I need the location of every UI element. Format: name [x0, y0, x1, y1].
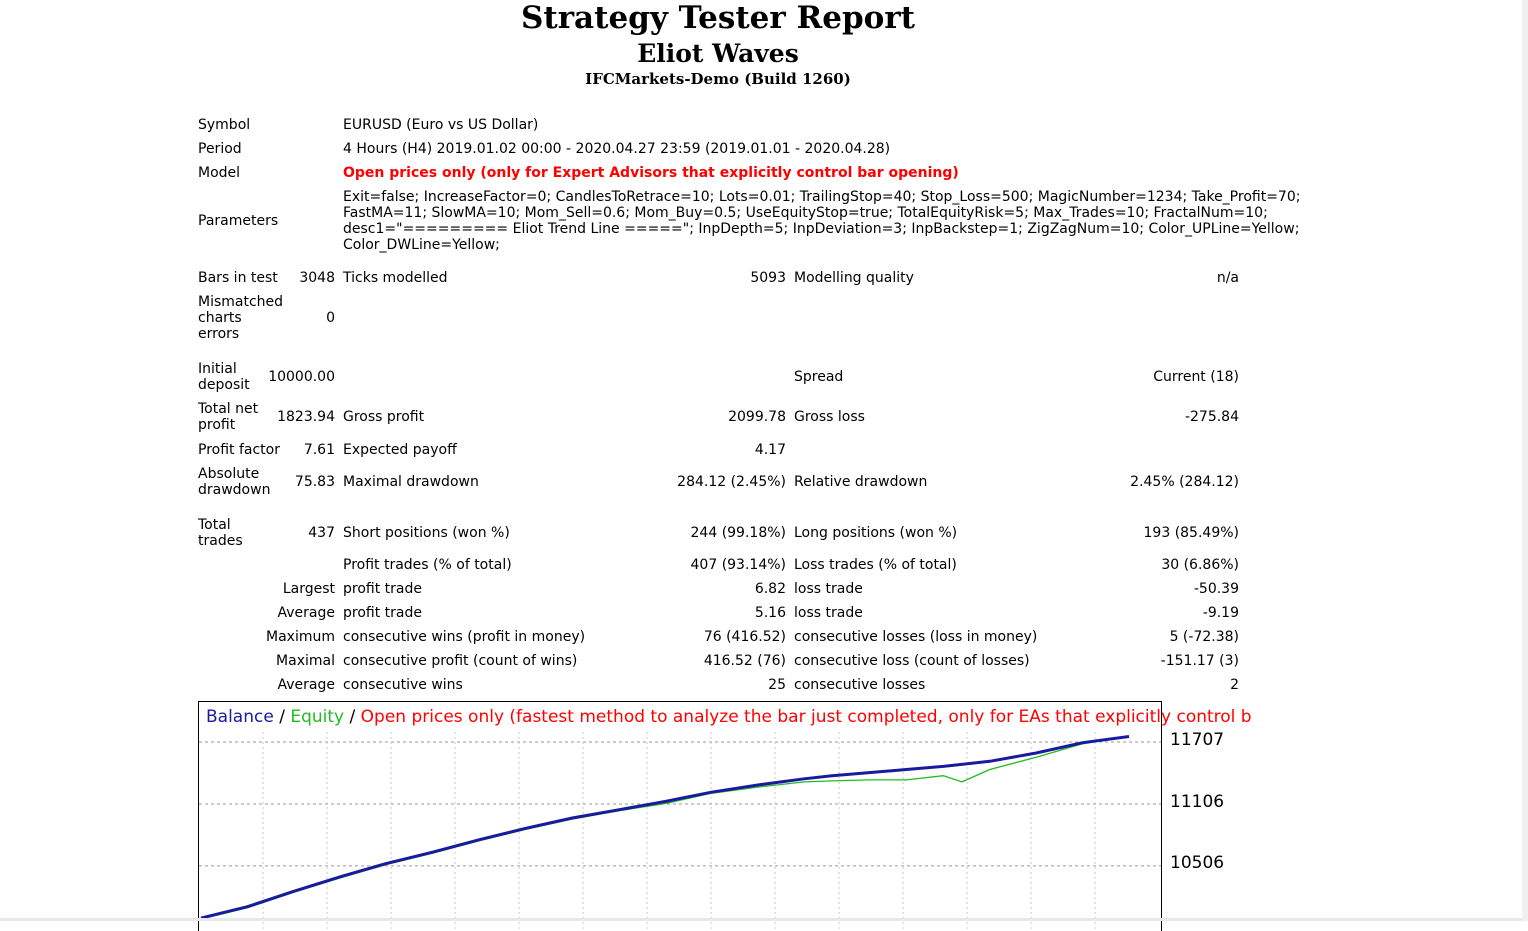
y-tick-label: 10506	[1170, 853, 1225, 873]
server-name: IFCMarkets-Demo (Build 1260)	[585, 70, 851, 88]
avg-wins-value: 25	[768, 677, 786, 693]
avg-losses-label: consecutive losses	[794, 677, 926, 693]
deposit-value: 10000.00	[268, 369, 335, 385]
total-trades-value: 437	[308, 525, 335, 541]
largest-loss-label: loss trade	[794, 581, 863, 597]
profit-trades-value: 407 (93.14%)	[690, 557, 786, 573]
maximal-label: Maximal	[276, 653, 335, 669]
total-trades-label: Total trades	[198, 517, 243, 549]
chart-legend	[206, 707, 1252, 727]
parameters-line: desc1="========= Eliot Trend Line ====="; InpDepth=5; InpDeviation=3; InpBackstep=1; ZigZagNum=10; Color_UPLine=Yellow;	[343, 221, 1300, 237]
model-value: Open prices only (only for Expert Advisors that explicitly control bar opening)	[343, 165, 959, 181]
symbol-value: EURUSD (Euro vs US Dollar)	[343, 117, 539, 133]
short-positions-label: Short positions (won %)	[343, 525, 510, 541]
profit-trades-label: Profit trades (% of total)	[343, 557, 512, 573]
spread-value: Current (18)	[1153, 369, 1239, 385]
rel-drawdown-label: Relative drawdown	[794, 474, 928, 490]
average-consecutive-label: Average	[277, 677, 335, 693]
deposit-label: Initial deposit	[198, 361, 250, 393]
mismatch-value: 0	[326, 310, 335, 326]
gross-profit-value: 2099.78	[728, 409, 786, 425]
gross-loss-label: Gross loss	[794, 409, 865, 425]
parameters-line: Color_DWLine=Yellow;	[343, 237, 500, 253]
equity-line	[201, 737, 1129, 920]
avg-losses-value: 2	[1230, 677, 1239, 693]
avg-profit-label: profit trade	[343, 605, 422, 621]
max-drawdown-value: 284.12 (2.45%)	[677, 474, 786, 490]
balance-line	[201, 737, 1129, 919]
bars-label: Bars in test	[198, 270, 278, 286]
mismatch-label: Mismatched charts errors	[198, 294, 284, 342]
net-profit-value: 1823.94	[277, 409, 335, 425]
parameters-line: Exit=false; IncreaseFactor=0; CandlesToRetrace=10; Lots=0.01; TrailingStop=40; Stop_Loss=500; MagicNumber=1234; Take_Profit=70;	[343, 189, 1301, 205]
average-label: Average	[277, 605, 335, 621]
profit-factor-value: 7.61	[303, 442, 335, 458]
y-tick-label: 11106	[1170, 792, 1225, 812]
maximal-loss-value: -151.17 (3)	[1160, 653, 1239, 669]
period-label: Period	[198, 141, 242, 157]
profit-factor-label: Profit factor	[198, 442, 280, 458]
scrollbar-track[interactable]	[1522, 0, 1528, 921]
gross-loss-value: -275.84	[1184, 409, 1239, 425]
payoff-value: 4.17	[754, 442, 786, 458]
maximum-label: Maximum	[266, 629, 335, 645]
maximal-profit-label: consecutive profit (count of wins)	[343, 653, 578, 669]
ea-name: Eliot Waves	[637, 39, 799, 68]
avg-wins-label: consecutive wins	[343, 677, 463, 693]
long-positions-label: Long positions (won %)	[794, 525, 958, 541]
bars-value: 3048	[299, 270, 335, 286]
period-value: 4 Hours (H4) 2019.01.02 00:00 - 2020.04.27 23:59 (2019.01.01 - 2020.04.28)	[343, 141, 891, 157]
largest-profit-value: 6.82	[754, 581, 786, 597]
report-title: Strategy Tester Report	[521, 0, 915, 36]
legend-separator: /	[273, 707, 291, 727]
maximal-profit-value: 416.52 (76)	[703, 653, 786, 669]
avg-loss-label: loss trade	[794, 605, 863, 621]
parameters-label: Parameters	[198, 213, 279, 229]
loss-trades-value: 30 (6.86%)	[1161, 557, 1239, 573]
quality-value: n/a	[1216, 270, 1239, 286]
ticks-label: Ticks modelled	[343, 270, 448, 286]
gross-profit-label: Gross profit	[343, 409, 425, 425]
loss-trades-label: Loss trades (% of total)	[794, 557, 957, 573]
abs-drawdown-label: Absolute drawdown	[198, 466, 271, 498]
rel-drawdown-value: 2.45% (284.12)	[1130, 474, 1239, 490]
max-losses-label: consecutive losses (loss in money)	[794, 629, 1038, 645]
legend-equity: Equity	[290, 707, 345, 727]
largest-loss-value: -50.39	[1193, 581, 1239, 597]
short-positions-value: 244 (99.18%)	[690, 525, 786, 541]
legend-model: Open prices only (fastest method to analyze the bar just completed, only for EAs that explicitly control b	[360, 707, 1252, 727]
quality-label: Modelling quality	[794, 270, 914, 286]
model-label: Model	[198, 165, 241, 181]
ticks-value: 5093	[750, 270, 786, 286]
largest-profit-label: profit trade	[343, 581, 422, 597]
y-tick-label: 11707	[1170, 730, 1225, 750]
max-losses-value: 5 (-72.38)	[1169, 629, 1239, 645]
chart-plot	[199, 702, 1161, 931]
spread-label: Spread	[794, 369, 844, 385]
maximal-loss-label: consecutive loss (count of losses)	[794, 653, 1030, 669]
avg-loss-value: -9.19	[1202, 605, 1239, 621]
balance-chart	[198, 701, 1162, 931]
max-wins-value: 76 (416.52)	[703, 629, 786, 645]
max-drawdown-label: Maximal drawdown	[343, 474, 479, 490]
legend-separator: /	[344, 707, 361, 727]
legend-balance: Balance	[206, 707, 274, 727]
long-positions-value: 193 (85.49%)	[1143, 525, 1239, 541]
symbol-label: Symbol	[198, 117, 251, 133]
max-wins-label: consecutive wins (profit in money)	[343, 629, 586, 645]
parameters-line: FastMA=11; SlowMA=10; Mom_Sell=0.6; Mom_Buy=0.5; UseEquityStop=true; TotalEquityRisk=5; Max_Trades=10; FractalNum=10;	[343, 205, 1268, 221]
abs-drawdown-value: 75.83	[294, 474, 335, 490]
largest-label: Largest	[282, 581, 335, 597]
avg-profit-value: 5.16	[754, 605, 786, 621]
payoff-label: Expected payoff	[343, 442, 457, 458]
net-profit-label: Total net profit	[198, 401, 259, 433]
